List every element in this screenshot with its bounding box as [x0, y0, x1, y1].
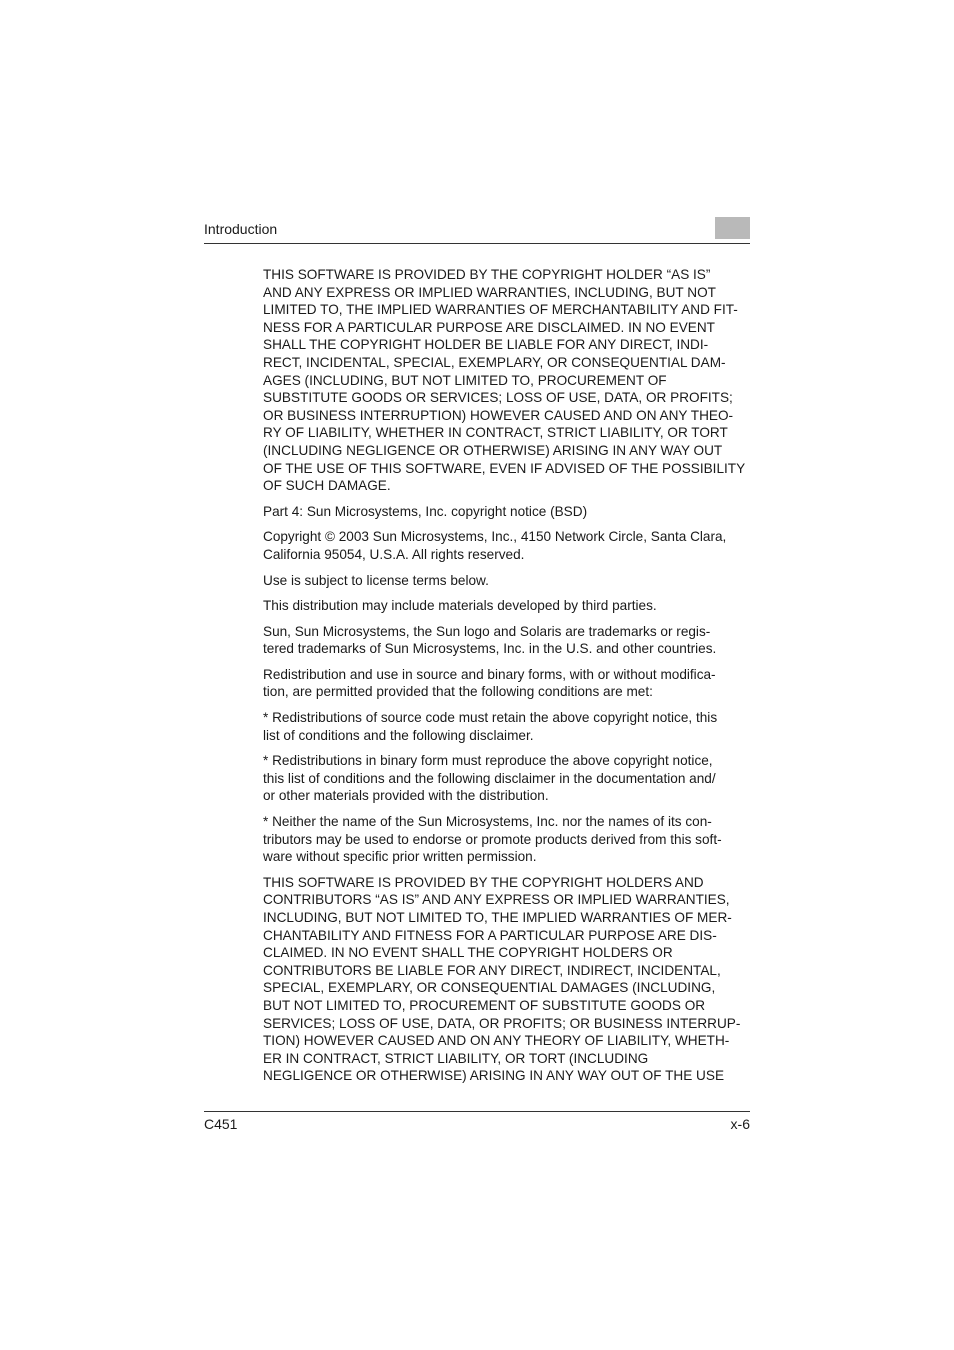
trademarks-paragraph: Sun, Sun Microsystems, the Sun logo and Solaris are trademarks or regis- tered trademarks of Sun Microsystems, Inc. in the U.S. and other countries. [263, 623, 717, 657]
chapter-tab-marker [715, 217, 750, 239]
page-header [204, 217, 750, 244]
redistribution-paragraph: Redistribution and use in source and binary forms, with or without modifica- tion, are permitted provided that the following conditions are met: [263, 666, 716, 700]
condition-source-paragraph: * Redistributions of source code must retain the above copyright notice, this list of conditions and the following disclaimer. [263, 710, 718, 743]
license-terms-paragraph: Use is subject to license terms below. [263, 572, 489, 588]
condition-endorse-paragraph: * Neither the name of the Sun Microsystems, Inc. nor the names of its con- tributors may be used to endorse or promote products derived from this soft- ware without specific prior written permission. [263, 814, 722, 865]
warranty-disclaimer-paragraph: THIS SOFTWARE IS PROVIDED BY THE COPYRIGHT HOLDER “AS IS” AND ANY EXPRESS OR IMPLIED WARRANTIES, INCLUDING, BUT NOT LIMITED TO, THE IMPLIED WARRANTIES OF MERCHANTABILITY AND FIT- NESS FOR A PARTICULAR PURPOSE ARE DISCLAIMED. IN NO EVENT SHALL THE COPYRIGHT HOLDER BE LIABLE FOR ANY DIRECT, INDI- RECT, INCIDENTAL, SPECIAL, EXEMPLARY, OR CONSEQUENTIAL DAM- AGES (INCLUDING, BUT NOT LIMITED TO, PROCUREMENT OF SUBSTITUTE GOODS OR SERVICES; LOSS OF USE, DATA, OR PROFITS; OR BUSINESS INTERRUPTION) HOWEVER CAUSED AND ON ANY THEO- RY OF LIABILITY, WHETHER IN CONTRACT, STRICT LIABILITY, OR TORT (INCLUDING NEGLIGENCE OR OTHERWISE) ARISING IN ANY WAY OUT OF THE USE OF THIS SOFTWARE, EVEN IF ADVISED OF THE POSSIBILITY OF SUCH DAMAGE. [263, 267, 746, 494]
model-name: C451 [204, 1116, 238, 1132]
section-title: Introduction [204, 221, 278, 237]
page-footer [204, 1111, 750, 1136]
page-number: x-6 [730, 1116, 750, 1132]
part-heading: Part 4: Sun Microsystems, Inc. copyright notice (BSD) [263, 503, 588, 519]
condition-binary-paragraph: * Redistributions in binary form must reproduce the above copyright notice, this list of conditions and the following disclaimer in the documentation and/ or other materials provided with the distribution. [263, 753, 716, 804]
third-party-paragraph: This distribution may include materials developed by third parties. [263, 598, 657, 614]
copyright-paragraph: Copyright © 2003 Sun Microsystems, Inc., 4150 Network Circle, Santa Clara, California 95054, U.S.A. All rights reserved. [263, 529, 727, 562]
body-text [263, 266, 753, 1093]
disclaimer-paragraph: THIS SOFTWARE IS PROVIDED BY THE COPYRIGHT HOLDERS AND CONTRIBUTORS “AS IS” AND ANY EXPRESS OR IMPLIED WARRANTIES, INCLUDING, BUT NOT LIMITED TO, THE IMPLIED WARRANTIES OF MER- CHANTABILITY AND FITNESS FOR A PARTICULAR PURPOSE ARE DIS- CLAIMED. IN NO EVENT SHALL THE COPYRIGHT HOLDERS OR CONTRIBUTORS BE LIABLE FOR ANY DIRECT, INDIRECT, INCIDENTAL, SPECIAL, EXEMPLARY, OR CONSEQUENTIAL DAMAGES (INCLUDING, BUT NOT LIMITED TO, PROCUREMENT OF SUBSTITUTE GOODS OR SERVICES; LOSS OF USE, DATA, OR PROFITS; OR BUSINESS INTERRUP- TION) HOWEVER CAUSED AND ON ANY THEORY OF LIABILITY, WHETH- ER IN CONTRACT, STRICT LIABILITY, OR TORT (INCLUDING NEGLIGENCE OR OTHERWISE) ARISING IN ANY WAY OUT OF THE USE [263, 874, 741, 1084]
